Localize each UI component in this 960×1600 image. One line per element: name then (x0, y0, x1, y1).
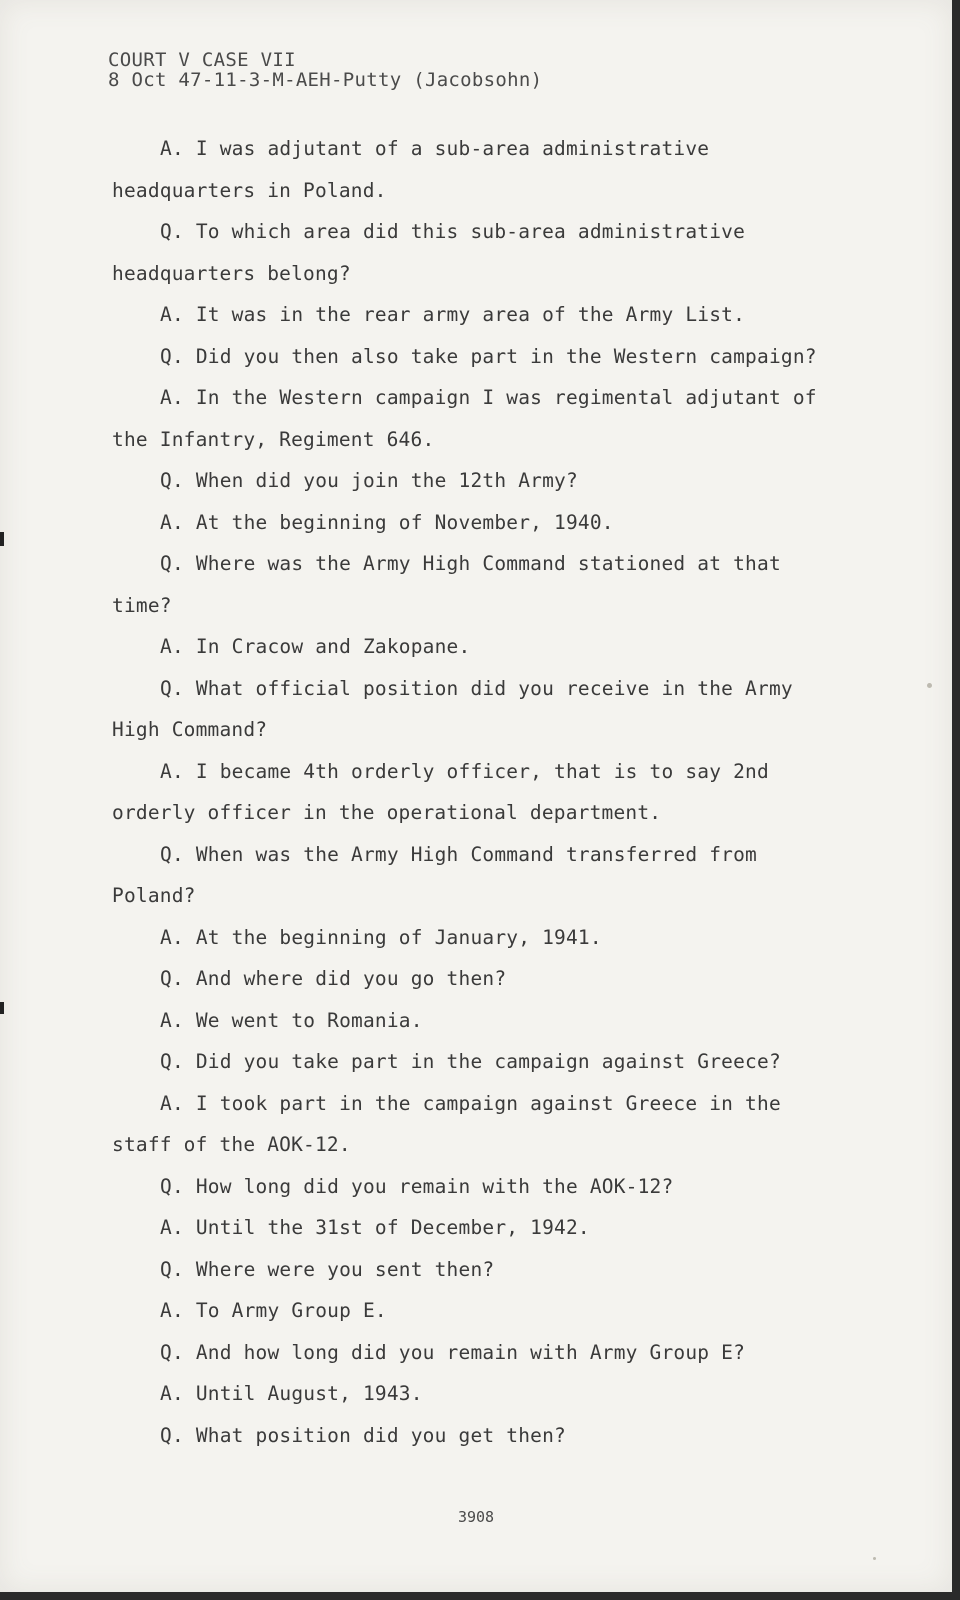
transcript-paragraph: A. To Army Group E. (160, 1299, 387, 1322)
transcript-paragraph: A. I became 4th orderly officer, that is to say 2nd orderly officer in the operational department. (112, 759, 769, 824)
transcript-paragraph: A. I was adjutant of a sub-area administrative headquarters in Poland. (112, 137, 710, 202)
transcript-paragraph: Q. What position did you get then? (160, 1423, 566, 1447)
transcript-paragraph: A. It was in the rear army area of the Army List. (160, 303, 746, 326)
transcript-paragraph: Q. Where was the Army High Command stationed at that time? (112, 552, 781, 617)
transcript-paragraph: Q. What official position did you receive in the Army High Command? (112, 676, 793, 741)
paper-speck (873, 1557, 876, 1560)
transcript-paragraph: Q. And how long did you remain with Army Group E? (160, 1340, 746, 1364)
transcript-body (112, 128, 832, 1456)
transcript-paragraph: A. Until August, 1943. (160, 1382, 423, 1405)
document-header (108, 50, 542, 90)
transcript-paragraph: A. In the Western campaign I was regimental adjutant of the Infantry, Regiment 646. (112, 386, 817, 451)
header-court-case: COURT V CASE VII (108, 49, 296, 71)
transcript-paragraph: Q. And where did you go then? (160, 967, 507, 990)
transcript-paragraph: A. In Cracow and Zakopane. (160, 635, 471, 658)
transcript-paragraph: Q. When did you join the 12th Army? (160, 469, 578, 492)
transcript-paragraph: Q. How long did you remain with the AOK-12? (160, 1174, 674, 1198)
transcript-paragraph: A. Until the 31st of December, 1942. (160, 1216, 590, 1239)
transcript-paragraph: Q. Did you then also take part in the Western campaign? (160, 344, 817, 368)
header-date-reference: 8 Oct 47-11-3-M-AEH-Putty (Jacobsohn) (108, 69, 543, 91)
transcript-paragraph: Q. Where were you sent then? (160, 1257, 495, 1281)
transcript-paragraph: Q. When was the Army High Command transferred from Poland? (112, 842, 757, 907)
page-number: 3908 (457, 1508, 495, 1526)
transcript-paragraph: A. At the beginning of January, 1941. (160, 925, 602, 949)
transcript-paragraph: A. I took part in the campaign against Greece in the staff of the AOK-12. (112, 1091, 781, 1156)
binding-mark (0, 532, 4, 546)
transcript-paragraph: A. We went to Romania. (160, 1008, 423, 1032)
binding-mark (0, 1002, 4, 1014)
transcript-paragraph: Q. Did you take part in the campaign against Greece? (160, 1050, 781, 1073)
transcript-paragraph: A. At the beginning of November, 1940. (160, 510, 614, 534)
transcript-paragraph: Q. To which area did this sub-area administrative headquarters belong? (112, 220, 746, 285)
paper-speck (927, 683, 932, 688)
